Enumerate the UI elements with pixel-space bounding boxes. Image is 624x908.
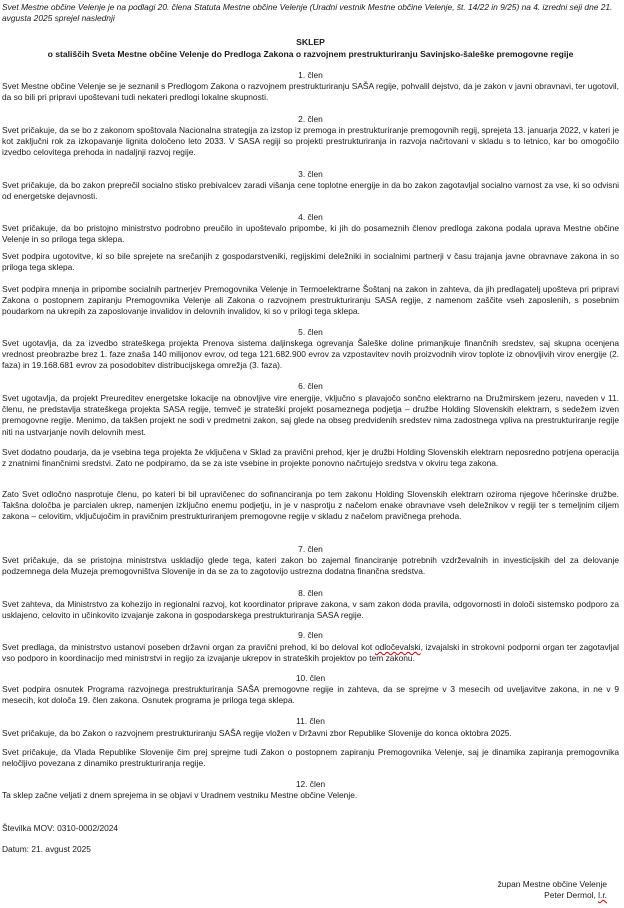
document-number: Številka MOV: 0310-0002/2024 [2,823,119,833]
article-heading-9: 9. člen [298,630,323,640]
spellcheck-flagged-word[interactable]: odločevalski [374,642,421,652]
article-heading-12: 12. člen [295,779,326,789]
article-heading-4: 4. člen [298,212,323,222]
article-6-paragraph-3: Zato Svet odločno nasprotuje členu, po kateri bi bil upravičenec do sofinanciranja po tem zakonu Holding Slovenskih elektrarn oziroma njegove hčerinske družbe. Takšna določba je parcialen ukrep, namenjen izključno enemu podjetju, in je v nasprotju z načelom enake obravnave vseh deležnikov v regiji ter s temeljnim ciljem zakona – celovitim, vključujočim in pravičnim prestrukturiranjem premogovne regije v skladu z načelom pravičnega prehoda. [2,489,619,522]
document-title: SKLEP [296,37,325,47]
article-11-paragraph-2: Svet pričakuje, da Vlada Republike Slovenije čim prej sprejme tudi Zakon o postopnem zapiranju Premogovnika Velenje, saj je dinamika zapiranja premogovnika neločljivo povezana z dinamiko prestrukturiranja regije. [2,747,619,769]
article-5-paragraph: Svet ugotavlja, da za izvedbo strateškega projekta Prenova sistema daljinskega ogrevanja Šaleške doline primanjkuje finančnih sredstev, saj skupna ocenjena vrednost preobrazbe brez 1. faze znaša 140 milijonov evrov, od tega 121.682.900 evrov za vzpostavitev novih proizvodnih virov toplote iz obnovljivih virov energije (2. faza) in 19.168.681 evrov za posodobitev distribucijskega omrežja (3. faza). [2,338,619,371]
article-4-paragraph-2: Svet podpira ugotovitve, ki so bile sprejete na srečanjih z gospodarstveniki, regijskimi deležniki in socialnimi partnerji v času trajanja javne obravnave zakona in so priloga tega sklepa. [2,251,619,273]
article-heading-10: 10. člen [295,673,326,683]
article-9-text-before: Svet predlaga, da ministrstvo ustanovi poseben državni organ za pravični prehod, ki bo deloval kot [2,642,375,652]
article-12-paragraph: Ta sklep začne veljati z dnem sprejema in se objavi v Uradnem vestniku Mestne občine Velenje. [2,790,358,800]
article-8-paragraph: Svet zahteva, da Ministrstvo za kohezijo in regionalni razvoj, kot koordinator priprave zakona, v sam zakon doda pravila, odgovornosti in določi sistemsko podporo za usklajeno, celovito in učinkovito izvajanje zakona in gospodarskega prestrukturiranja SASA regije. [2,599,619,621]
article-10-paragraph: Svet podpira osnutek Programa razvojnega prestrukturiranja SAŠA premogovne regije in zahteva, da se sprejme v 3 mesecih od uveljavitve zakona, in ne v 9 mesecih, kot določa 19. člen zakona. Osnutek programa je priloga tega sklepa. [2,684,619,706]
article-heading-8: 8. člen [298,588,323,598]
article-11-paragraph-1: Svet pričakuje, da bo Zakon o razvojnem prestrukturiranju SAŠA regije vložen v Državni zbor Republike Slovenije do konca oktobra 2025. [2,728,512,738]
article-1-paragraph: Svet Mestne občine Velenje se je seznanil s Predlogom Zakona o razvojnem prestrukturiranju SAŠA regije, pohvalil dejstvo, da je zakon v javni obravnavi, ter ugotovil, da so bili pri pripravi upoštevani tudi nekateri predlogi lokalne skupnosti. [2,81,619,103]
article-3-paragraph: Svet pričakuje, da bo zakon preprečil socialno stisko prebivalcev zaradi višanja cene toplotne energije in da bo zakon zagotavljal socialno varnost za vse, ki so odvisni od energetske dejavnosti. [2,180,619,202]
article-6-paragraph-2: Svet dodatno poudarja, da je vsebina tega projekta že vključena v Sklad za pravični prehod, kjer je družbi Holding Slovenskih elektrarn neposredno potrjena operacija z znatnimi finančnimi sredstvi. Zato ne podpiramo, da se za iste vsebine in projekte ponovno načrtujejo sredstva v okviru tega zakona. [2,447,619,469]
article-heading-1: 1. člen [298,70,323,80]
article-2-paragraph: Svet pričakuje, da se bo z zakonom spoštovala Nacionalna strategija za izstop iz premoga in prestrukturiranje premogovnih regij, sprejeta 13. januarja 2022, v kateri je kot zaključni rok za izkopavanje lignita določeno leto 2033. V SASA regiji so projekti prestrukturiranja in razvoja načrtovani v skladu s to letnico, kar bo omogočilo izvedbo celovitega prehoda in nadaljnji razvoj regije. [2,125,619,158]
signer-name [0,890,607,901]
article-6-paragraph-1: Svet ugotavlja, da projekt Preureditev energetske lokacije na obnovljive vire energije, vključno s plavajočo sončno elektrarno na Družmirskem jezeru, naveden v 11. členu, ne predstavlja strateškega projekta SASA regije, temveč je strateški projekt posameznega podjetja – družbe Holding Slovenskih elektrarn, s sedežem izven premogovne regije. Menimo, da takšen projekt ne sodi v predmetni zakon, saj glede na obseg predvidenih sredstev nima zadostnega vpliva na prestrukturiranje regije niti na ustvarjanje novih delovnih mest. [2,393,619,437]
article-9-paragraph [2,642,619,664]
spellcheck-flagged-abbrev[interactable]: l.r. [598,890,607,900]
signer-name-text: Peter Dermol, [544,890,599,900]
intro-paragraph: Svet Mestne občine Velenje je na podlagi 20. člena Statuta Mestne občine Velenje (Uradni vestnik Mestne občine Velenje, št. 14/22 in 9/25) na 4. izredni seji dne 21. avgusta 2025 sprejel naslednji [2,2,613,24]
document-date: Datum: 21. avgust 2025 [2,844,91,854]
article-heading-2: 2. člen [298,114,323,124]
article-4-paragraph-3: Svet podpira mnenja in pripombe socialnih partnerjev Premogovnika Velenje in Termoelektrarne Šoštanj na zakon in zahteva, da jih predlagatelj upošteva pri pripravi Zakona o postopnem zapiranju Premogovnika Velenje ali Zakona o razvojnem prestrukturiranju SASA regije, z namenom zaščite vseh zaposlenih, s posebnim poudarkom na ukrepih za zaposlovanje invalidov in delovnih invalidov, ki so v prilogi tega sklepa. [2,284,619,317]
article-heading-6: 6. člen [298,381,323,391]
article-7-paragraph: Svet pričakuje, da se pristojna ministrstva uskladijo glede tega, kateri zakon bo zajemal financiranje potrebnih vzdrževalnih in investicijskih del za delovanje podzemnega dela Muzeja premogovništva Slovenije in da se za to zagotovijo ustrezna dodatna finančna sredstva. [2,555,619,577]
document-subtitle: o stališčih Sveta Mestne občine Velenje do Predloga Zakona o razvojnem prestrukturiranju Savinjsko-šaleške premogovne regije [47,49,574,59]
article-heading-3: 3. člen [298,169,323,179]
article-9-text-after: , izvajalski in strokovni podporni organ ter zagotavljal vso podporo in koordinacijo med ministrstvi in regijo za izvajanje ukrepov in strateških projektov po tem zakonu. [2,642,619,664]
article-heading-7: 7. člen [298,544,323,554]
article-4-paragraph-1: Svet pričakuje, da bo pristojno ministrstvo podrobno preučilo in upoštevalo pripombe, ki jih do posameznih členov predloga zakona podala uprava Mestne občine Velenje in so priloga tega sklepa. [2,223,619,245]
article-heading-11: 11. člen [296,716,325,726]
article-heading-5: 5. člen [298,327,323,337]
signer-role: župan Mestne občine Velenje [497,879,607,889]
